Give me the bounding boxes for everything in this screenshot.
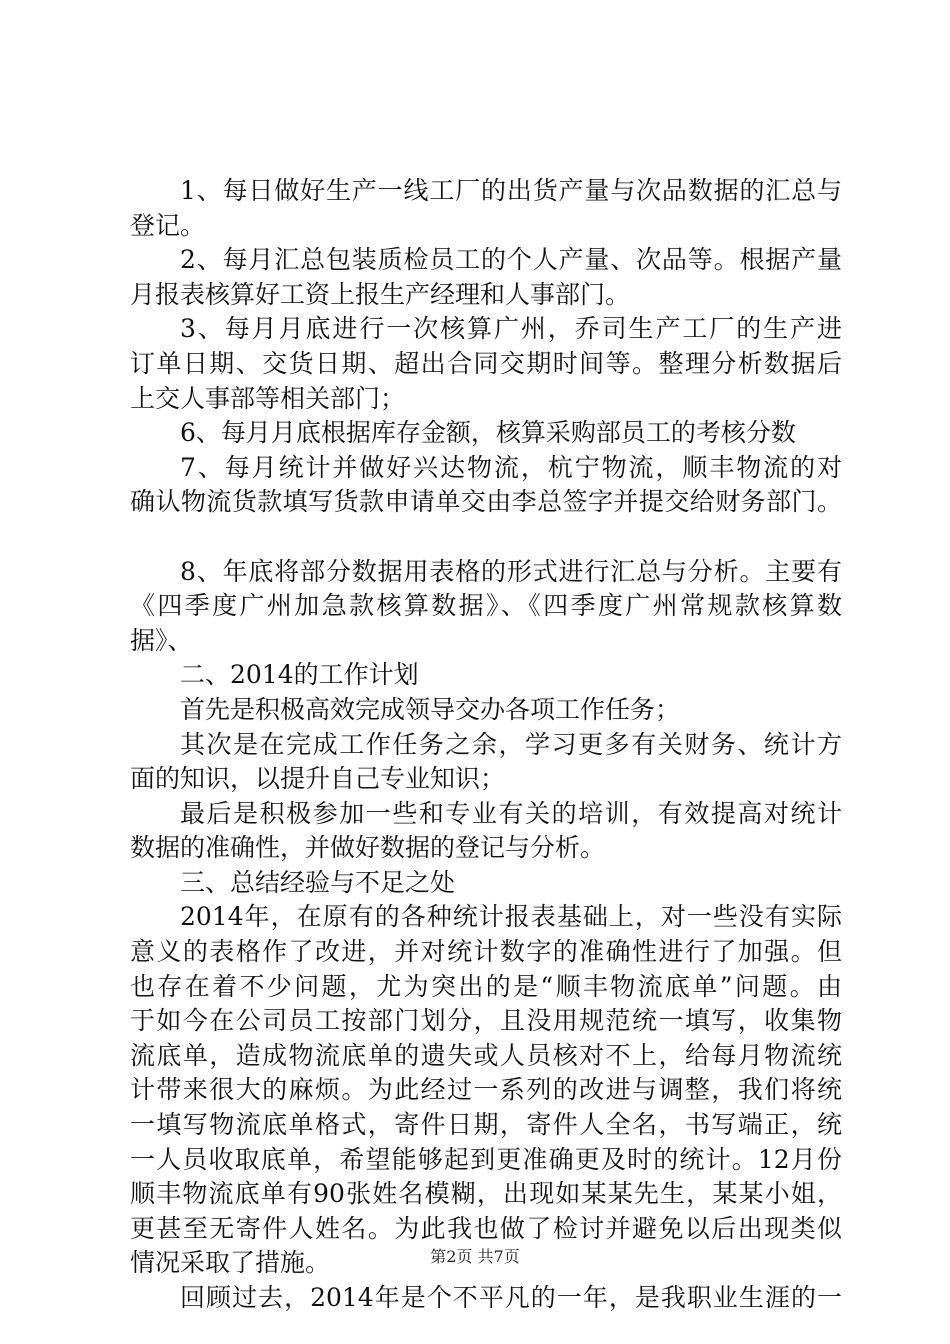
text-line: 面的知识，以提升自己专业知识； (130, 764, 506, 794)
text-line: 6、每月月底根据库存金额，核算采购部员工的考核分数 (180, 418, 796, 448)
page-footer (0, 1244, 950, 1267)
text-line: 也存在着不少问题，尤为突出的是“顺丰物流底单”问题。由 (130, 971, 842, 1001)
text-line: 2014年，在原有的各种统计报表基础上，对一些没有实际 (180, 902, 842, 932)
section-heading: 二、2014的工作计划 (180, 660, 419, 690)
text-line: 数据的准确性，并做好数据的登记与分析。 (130, 833, 606, 863)
text-line: 其次是在完成工作任务之余，学习更多有关财务、统计方 (180, 729, 842, 759)
text-line: 情况采取了措施。 (130, 1248, 331, 1278)
text-line: 回顾过去，2014年是个不平凡的一年，是我职业生涯的一 (180, 1283, 842, 1312)
section-heading: 三、总结经验与不足之处 (180, 867, 456, 897)
text-line: 首先是积极高效完成领导交办各项工作任务； (180, 694, 681, 724)
text-line: 一人员收取底单，希望能够起到更准确更及时的统计。12月份 (130, 1144, 842, 1174)
text-line: 意义的表格作了改进，并对统计数字的准确性进行了加强。但 (130, 937, 842, 967)
text-line: 流底单，造成物流底单的遗失或人员核对不上，给每月物流统 (130, 1040, 842, 1070)
text-line: 一填写物流底单格式，寄件日期，寄件人全名，书写端正，统 (130, 1110, 842, 1140)
text-line: 最后是积极参加一些和专业有关的培训，有效提高对统计 (180, 798, 842, 828)
text-line: 于如今在公司员工按部门划分，且没用规范统一填写，收集物 (130, 1006, 842, 1036)
text-line: 7、每月统计并做好兴达物流，杭宁物流，顺丰物流的对 (180, 452, 842, 482)
text-line: 订单日期、交货日期、超出合同交期时间等。整理分析数据后 (130, 348, 842, 378)
document-body (130, 174, 842, 1316)
text-line: 登记。 (130, 210, 206, 240)
text-line: 3、每月月底进行一次核算广州，乔司生产工厂的生产进 (180, 314, 842, 344)
text-line: 2、每月汇总包装质检员工的个人产量、次品等。根据产量 (180, 245, 842, 275)
text-line: 更甚至无寄件人姓名。为此我也做了检讨并避免以后出现类似 (130, 1213, 842, 1243)
text-line: 月报表核算好工资上报生产经理和人事部门。 (130, 279, 631, 309)
text-line: 据》、 (130, 625, 193, 655)
text-line: 《四季度广州加急款核算数据》、《四季度广州常规款核算数 (130, 591, 842, 621)
text-line: 1、每日做好生产一线工厂的出货产量与次品数据的汇总与 (180, 176, 842, 205)
text-line: 8、年底将部分数据用表格的形式进行汇总与分析。主要有 (180, 556, 842, 586)
page-number: 第2页 共7页 (430, 1247, 520, 1266)
text-line: 确认物流货款填写货款申请单交由李总签字并提交给财务部门。 (130, 487, 842, 517)
text-line: 计带来很大的麻烦。为此经过一系列的改进与调整，我们将统 (130, 1075, 842, 1105)
text-line: 顺丰物流底单有90张姓名模糊，出现如某某先生，某某小姐， (130, 1179, 842, 1209)
text-line: 上交人事部等相关部门； (130, 383, 406, 413)
